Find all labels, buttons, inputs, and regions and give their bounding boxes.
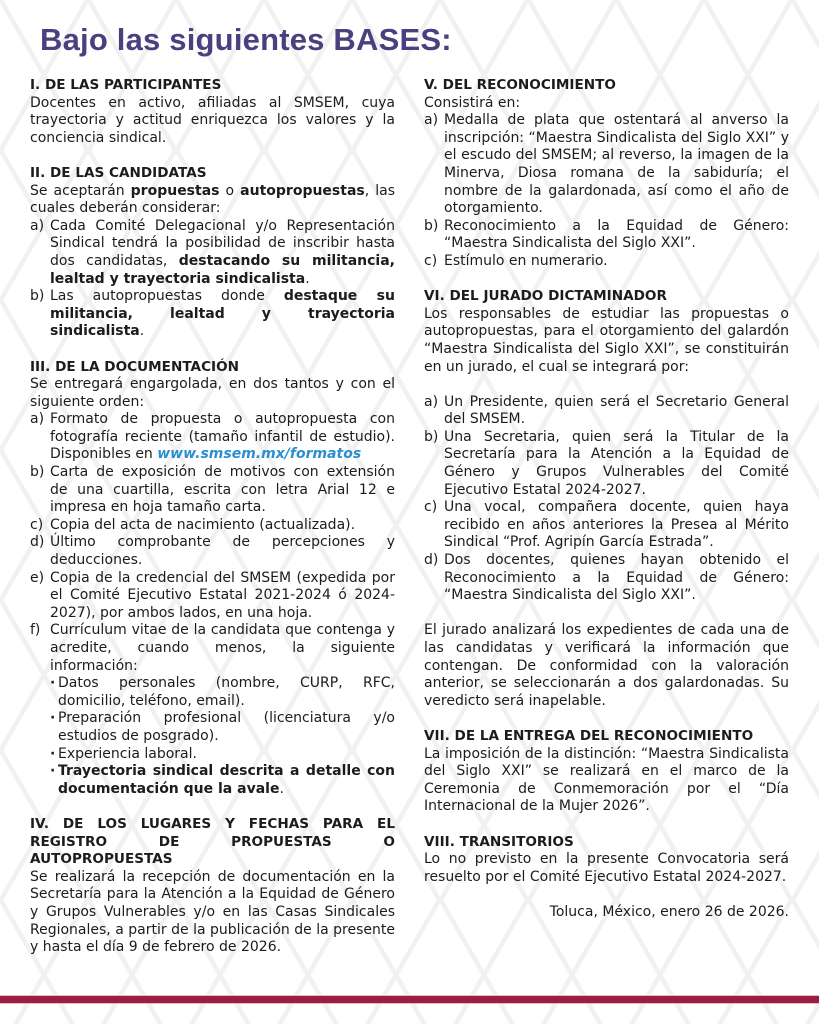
list-marker: b) — [30, 464, 45, 481]
candidatas-list — [30, 218, 395, 341]
text: Dos docentes, quienes hayan obtenido el Reconocimiento a la Equidad de Género: “Maestra Sindicalista del Siglo XXI”. — [444, 552, 789, 604]
section-reconocimiento — [424, 77, 789, 271]
emphasis: propuestas — [130, 182, 220, 199]
text: Último comprobante de percepciones y deducciones. — [50, 534, 395, 569]
list-item — [30, 288, 395, 341]
emphasis: destacando su militancia, lealtad y trayectoria sindicalista — [50, 252, 395, 287]
list-marker: a) — [30, 217, 45, 234]
list-item — [424, 112, 789, 218]
section-heading: I. DE LAS PARTICIPANTES — [30, 77, 222, 93]
list-item — [424, 218, 789, 253]
section-heading: V. DEL RECONOCIMIENTO — [424, 77, 616, 93]
bullet-item — [50, 763, 395, 798]
list-item — [30, 464, 395, 517]
documentacion-list — [30, 411, 395, 798]
text: , las cuales deberán considerar: — [30, 182, 395, 217]
bullet-item — [50, 675, 395, 710]
section-heading: III. DE LA DOCUMENTACIÓN — [30, 358, 240, 375]
text: Un Presidente, quien será el Secretario General del SMSEM. — [444, 393, 789, 428]
list-marker: b) — [424, 217, 439, 234]
section-heading: VII. DE LA ENTREGA DEL RECONOCIMIENTO — [424, 727, 754, 744]
text: Datos personales (nombre, CURP, RFC, domicilio, teléfono, email). — [58, 675, 395, 709]
list-marker: c) — [30, 516, 44, 533]
list-marker: d) — [424, 552, 439, 569]
list-item — [424, 394, 789, 429]
bullet-icon: · — [50, 710, 56, 727]
text: Cada Comité Delegacional y/o Representación Sindical tendrá la posibilidad de inscribir hasta dos candidatas, — [50, 217, 395, 269]
spacer — [424, 605, 789, 623]
section-intro: Se entregará engargolada, en dos tantos y con el siguiente orden: — [30, 376, 395, 410]
text: . — [139, 323, 145, 340]
bottom-divider-bar — [0, 996, 819, 1003]
list-item — [30, 218, 395, 288]
list-item — [424, 429, 789, 499]
list-item — [30, 622, 395, 798]
section-heading: VI. DEL JURADO DICTAMINADOR — [424, 288, 667, 305]
left-column — [30, 77, 395, 974]
right-column — [424, 77, 789, 922]
text: Formato de propuesta o autopropuesta con fotografía reciente (tamaño infantil de estudio). Disponibles en — [50, 411, 395, 463]
bullet-icon: · — [50, 745, 56, 762]
bullet-icon: · — [50, 763, 56, 780]
section-candidatas — [30, 165, 395, 341]
section-body: La imposición de la distinción: “Maestra Sindicalista del Siglo XXI” se realizará en el marco de la Ceremonia de Conmemoración por el “Día Internacional de la Mujer 2026”. — [424, 745, 789, 815]
text: Copia de la credencial del SMSEM (expedida por el Comité Ejecutivo Estatal 2021-2024 ó 2024-2027), por ambos lados, en una hoja. — [50, 569, 395, 621]
list-item — [30, 411, 395, 464]
text: Las autopropuestas donde — [50, 288, 284, 305]
section-heading: II. DE LAS CANDIDATAS — [30, 164, 207, 181]
signoff-date: Toluca, México, enero 26 de 2026. — [549, 903, 789, 920]
list-marker: d) — [30, 534, 45, 551]
text: . — [305, 270, 310, 287]
jurado-list — [424, 394, 789, 605]
emphasis: Trayectoria sindical descrita a detalle con documentación que la avale — [58, 763, 395, 797]
text: o — [219, 182, 241, 199]
text: Reconocimiento a la Equidad de Género: “Maestra Sindicalista del Siglo XXI”. — [444, 217, 789, 252]
bullet-item — [50, 746, 395, 764]
reconocimiento-list — [424, 112, 789, 270]
list-item — [424, 499, 789, 552]
list-marker: c) — [424, 499, 438, 516]
list-marker: a) — [424, 393, 439, 410]
text: Currículum vitae de la candidata que contenga y acredite, cuando menos, la siguiente información: — [50, 622, 395, 674]
section-body: Se realizará la recepción de documentación en la Secretaría para la Atención a la Equidad de Género y Grupos Vulnerables y/o en las Casas Sindicales Regionales, a partir de la publicación de la presente y hasta el día 9 de febrero de 2026. — [30, 868, 395, 956]
text: Experiencia laboral. — [58, 745, 197, 762]
text: Una Secretaria, quien será la Titular de la Secretaría para la Atención a la Equidad de Género y Grupos Vulnerables del Comité Ejecutivo Estatal 2024-2027. — [444, 428, 789, 498]
list-item — [424, 253, 789, 271]
section-entrega — [424, 728, 789, 816]
section-documentacion — [30, 359, 395, 799]
text: Copia del acta de nacimiento (actualizada). — [50, 516, 356, 533]
list-item — [30, 570, 395, 623]
formatos-link[interactable]: www.smsem.mx/formatos — [157, 446, 362, 463]
text: Estímulo en numerario. — [444, 252, 608, 269]
text: . — [279, 780, 284, 797]
bullet-icon: · — [50, 675, 56, 692]
section-intro: Los responsables de estudiar las propuestas o autopropuestas, para el otorgamiento del galardón “Maestra Sindicalista del Siglo XXI”, se constituirán en un jurado, el cual se integrará por: — [424, 305, 789, 375]
list-marker: b) — [424, 428, 439, 445]
page-title: Bajo las siguientes BASES: — [40, 22, 452, 57]
text: Una vocal, compañera docente, quien haya recibido en años anteriores la Presea al Mérito Sindical “Prof. Agripín García Estrada”. — [444, 499, 789, 551]
list-item — [30, 517, 395, 535]
list-marker: b) — [30, 288, 45, 305]
section-lugares — [30, 816, 395, 957]
list-item — [30, 534, 395, 569]
section-closing: El jurado analizará los expedientes de cada una de las candidatas y verificará la información que contengan. De conformidad con la valoración anterior, se seleccionarán a dos galardonadas. Su veredicto será inapelable. — [424, 622, 789, 709]
text: Se aceptarán — [30, 182, 131, 199]
section-heading: VIII. TRANSITORIOS — [424, 833, 574, 850]
section-body: Lo no previsto en la presente Convocatoria será resuelto por el Comité Ejecutivo Estatal 2024-2027. — [424, 851, 789, 885]
section-jurado — [424, 288, 789, 710]
list-marker: f) — [30, 622, 41, 639]
section-participantes — [30, 77, 395, 147]
section-intro — [30, 183, 395, 218]
section-intro: Consistirá en: — [424, 94, 521, 111]
list-marker: c) — [424, 252, 438, 269]
spacer — [424, 376, 789, 394]
text: Carta de exposición de motivos con extensión de una cuartilla, escrita con letra Arial 12 e impresa en hoja tamaño carta. — [50, 464, 395, 516]
emphasis: autopropuestas — [240, 182, 365, 199]
text: Medalla de plata que ostentará al anverso la inscripción: “Maestra Sindicalista del Siglo XXI” y el escudo del SMSEM; al reverso, la imagen de la Minerva, Diosa romana de la sabiduría; el nombre de la galardonada, así como el año de otorgamiento. — [444, 112, 789, 217]
emphasis: destaque su militancia, lealtad y trayectoria sindicalista — [50, 288, 395, 340]
cv-requirements-list — [50, 675, 395, 798]
section-body: Docentes en activo, afiliadas al SMSEM, cuya trayectoria y actitud enriquezca los valores y la conciencia sindical. — [30, 94, 395, 146]
list-marker: e) — [30, 569, 45, 586]
section-transitorios — [424, 834, 789, 887]
list-item — [424, 552, 789, 605]
text: Preparación profesional (licenciatura y/o estudios de posgrado). — [58, 710, 395, 744]
section-heading: IV. DE LOS LUGARES Y FECHAS PARA EL REGISTRO DE PROPUESTAS O AUTOPROPUESTAS — [30, 815, 395, 868]
list-marker: a) — [424, 112, 439, 129]
bullet-item — [50, 710, 395, 745]
list-marker: a) — [30, 411, 45, 428]
